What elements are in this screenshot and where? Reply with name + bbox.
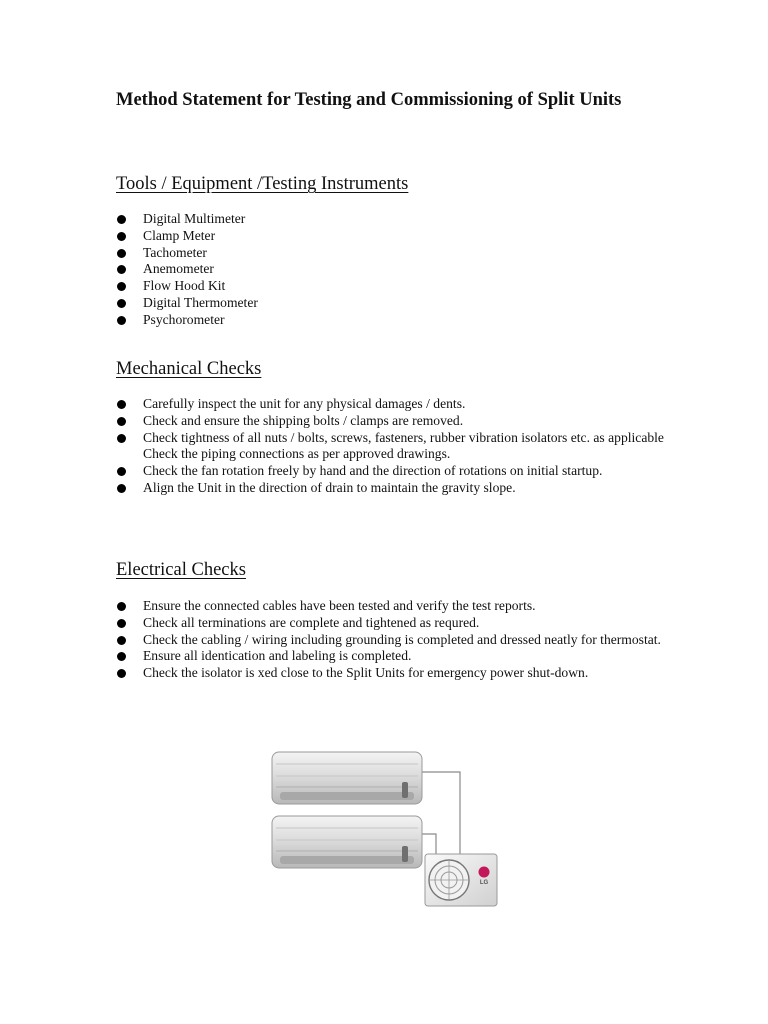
indoor-unit-bottom [272, 816, 422, 868]
bullet-icon [117, 232, 126, 241]
list-item [116, 261, 676, 278]
bullet-icon [117, 400, 126, 409]
list-item-text: Check and ensure the shipping bolts / clamps are removed. [143, 412, 464, 428]
bullet-icon [117, 602, 126, 611]
list-item-text: Tachometer [143, 244, 207, 260]
list-item [116, 228, 676, 245]
split-unit-illustration [262, 742, 502, 912]
list-item-text: Anemometer [143, 261, 214, 277]
lg-logo-icon [479, 867, 490, 878]
list-item [116, 211, 676, 228]
bullet-icon [117, 249, 126, 258]
document-title: Method Statement for Testing and Commissioning of Split Units [116, 90, 622, 110]
outdoor-unit [425, 854, 497, 906]
remote-control-icon [402, 846, 408, 862]
list-item [116, 295, 676, 312]
bullet-icon [117, 282, 126, 291]
bullet-icon [117, 636, 126, 645]
list-item [116, 430, 676, 464]
list-item [116, 396, 676, 413]
list-item-text: Check the fan rotation freely by hand and the direction of rotations on initial startup. [143, 463, 603, 479]
list-item [116, 598, 676, 615]
list-item [116, 245, 676, 262]
piping-lines [422, 772, 460, 854]
list-item-text: Check tightness of all nuts / bolts, screws, fasteners, rubber vibration isolators etc. as applicable Check the piping connections as per approved drawings. [143, 429, 664, 462]
list-item [116, 480, 676, 497]
list-item-text: Carefully inspect the unit for any physical damages / dents. [143, 396, 466, 411]
bullet-icon [117, 316, 126, 325]
list-item [116, 278, 676, 295]
list-item-text: Ensure the connected cables have been tested and verify the test reports. [143, 598, 536, 613]
list-item [116, 312, 676, 329]
bullet-icon [117, 467, 126, 476]
mechanical-list [116, 396, 676, 497]
electrical-heading: Electrical Checks [116, 560, 246, 580]
bullet-icon [117, 669, 126, 678]
bullet-icon [117, 619, 126, 628]
bullet-icon [117, 265, 126, 274]
list-item [116, 463, 676, 480]
remote-control-icon [402, 782, 408, 798]
electrical-list [116, 598, 676, 682]
list-item-text: Align the Unit in the direction of drain to maintain the gravity slope. [143, 479, 516, 495]
list-item-text: Psychorometer [143, 311, 225, 327]
list-item-text: Check all terminations are complete and tightened as requred. [143, 614, 480, 630]
bullet-icon [117, 299, 126, 308]
list-item [116, 648, 676, 665]
list-item-text: Digital Thermometer [143, 294, 258, 310]
indoor-unit-top [272, 752, 422, 804]
mechanical-heading: Mechanical Checks [116, 359, 262, 379]
list-item-text: Digital Multimeter [143, 211, 246, 226]
list-item-text: Ensure all identication and labeling is completed. [143, 648, 412, 664]
list-item-text: Flow Hood Kit [143, 278, 226, 294]
tools-heading: Tools / Equipment /Testing Instruments [116, 174, 409, 194]
bullet-icon [117, 434, 126, 443]
lg-logo-text: LG [479, 880, 489, 886]
bullet-icon [117, 215, 126, 224]
list-item [116, 615, 676, 632]
bullet-icon [117, 417, 126, 426]
list-item [116, 632, 676, 649]
list-item-text: Clamp Meter [143, 227, 216, 243]
list-item [116, 665, 676, 682]
list-item [116, 413, 676, 430]
bullet-icon [117, 484, 126, 493]
bullet-icon [117, 652, 126, 661]
list-item-text: Check the isolator is xed close to the Split Units for emergency power shut-down. [143, 665, 589, 681]
list-item-text: Check the cabling / wiring including grounding is completed and dressed neatly for thermostat. [143, 631, 661, 647]
tools-list [116, 211, 676, 329]
